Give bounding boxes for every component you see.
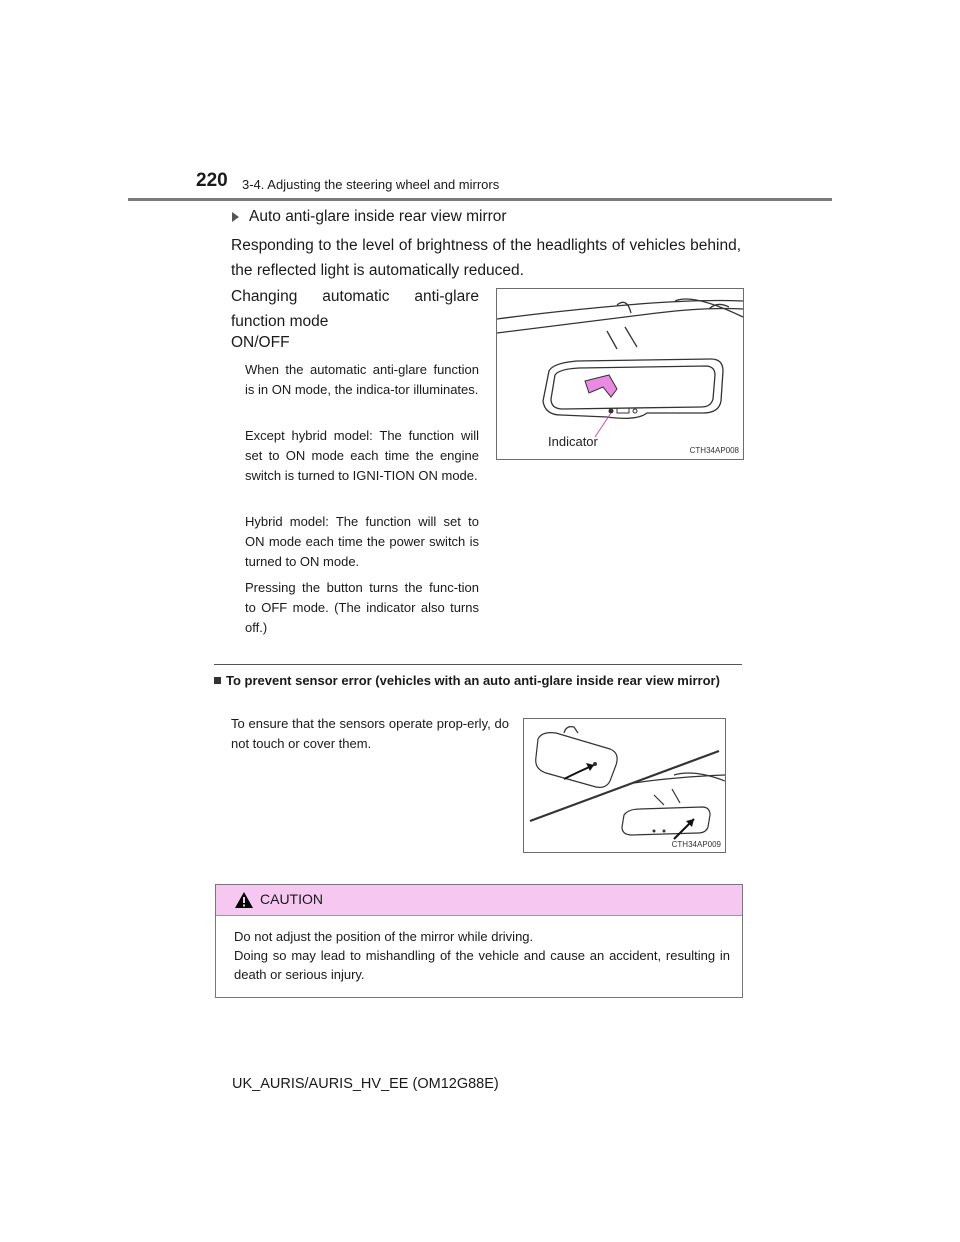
sensor-illustration	[524, 719, 725, 852]
info-heading	[214, 671, 742, 690]
triangle-bullet-icon	[232, 212, 239, 222]
description-paragraph: Except hybrid model: The function will set to ON mode each time the engine switch is turned to IGNI-TION ON mode.	[245, 428, 479, 483]
header-divider	[128, 198, 832, 201]
description-paragraph: Pressing the button turns the func-tion to OFF mode. (The indicator also turns off.)	[245, 580, 479, 635]
description-paragraph: Hybrid model: The function will set to ON mode each time the power switch is turned to ON mode.	[245, 514, 479, 569]
square-bullet-icon	[214, 677, 221, 684]
intro-paragraph: Responding to the level of brightness of the headlights of vehicles behind, the reflected light is automatically reduced.	[231, 237, 741, 279]
mode-subheading: Changing automatic anti-glare function mode	[231, 288, 479, 330]
caution-line: Do not adjust the position of the mirror while driving.	[234, 929, 534, 944]
indicator-callout: Indicator	[548, 434, 598, 449]
onoff-label: ON/OFF	[231, 334, 290, 351]
warning-triangle-icon	[234, 891, 254, 909]
caution-body	[234, 927, 730, 984]
description-paragraph: When the automatic anti-glare function is in ON mode, the indica-tor illuminates.	[245, 362, 479, 397]
mirror-illustration	[497, 289, 743, 459]
section-title: 3-4. Adjusting the steering wheel and mirrors	[242, 177, 500, 192]
caution-title: CAUTION	[260, 891, 323, 907]
footer-model-code: UK_AURIS/AURIS_HV_EE (OM12G88E)	[232, 1076, 499, 1092]
figure-code: CTH34AP009	[671, 840, 721, 849]
mirror-indicator-figure	[496, 288, 744, 460]
feature-heading	[232, 208, 507, 226]
caution-line: Doing so may lead to mishandling of the vehicle and cause an accident, resulting in death or serious injury.	[234, 948, 730, 982]
info-heading-text: To prevent sensor error (vehicles with an auto anti-glare inside rear view mirror)	[226, 673, 720, 688]
sensor-figure	[523, 718, 726, 853]
caution-header	[216, 885, 742, 916]
page-number: 220	[196, 170, 228, 191]
feature-heading-text: Auto anti-glare inside rear view mirror	[249, 208, 507, 225]
info-divider	[214, 664, 742, 665]
caution-box	[215, 884, 743, 998]
figure-code: CTH34AP008	[689, 446, 739, 455]
info-body: To ensure that the sensors operate prop-erly, do not touch or cover them.	[231, 716, 509, 751]
